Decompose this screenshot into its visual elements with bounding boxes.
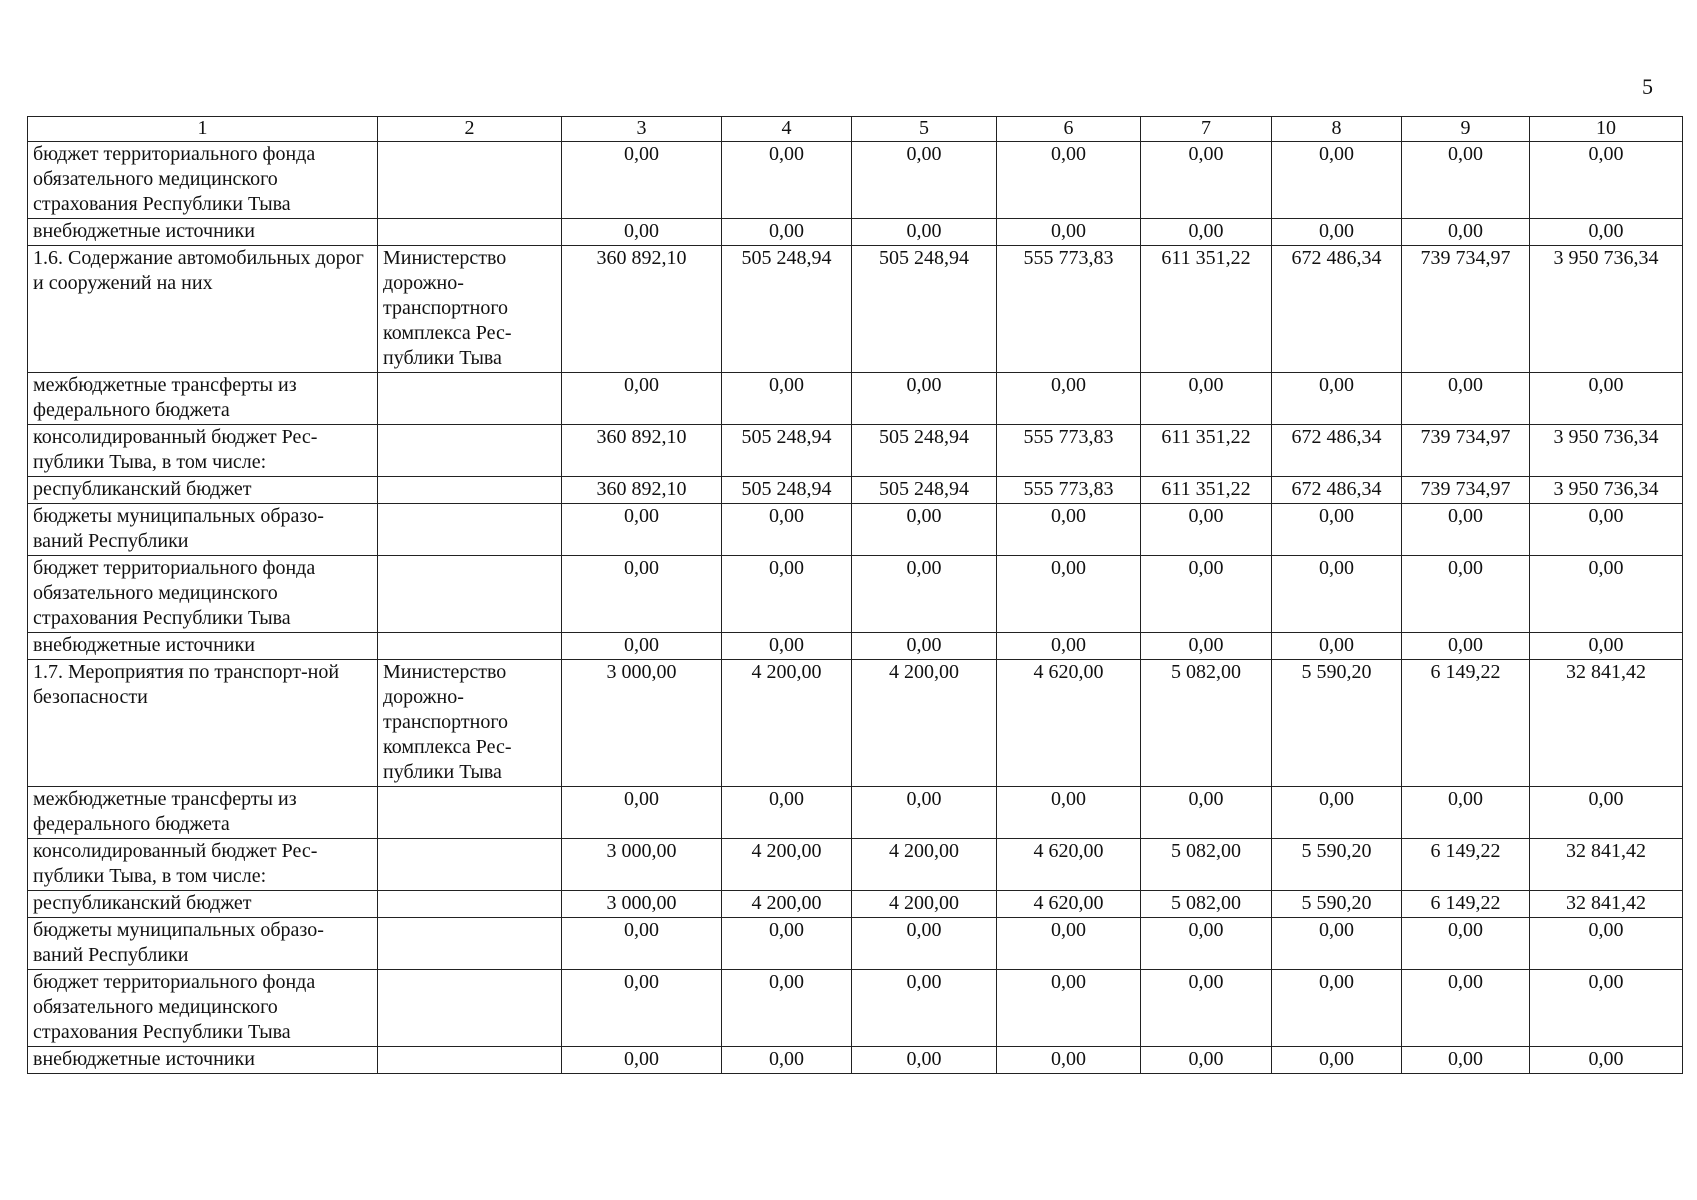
table-row [28, 556, 1683, 633]
value-cell-col-8: 5 590,20 [1272, 891, 1402, 918]
column-header-3: 3 [562, 117, 722, 142]
value-cell-col-8: 0,00 [1272, 787, 1402, 839]
value-cell-col-10: 3 950 736,34 [1530, 477, 1683, 504]
value-cell-col-8: 0,00 [1272, 918, 1402, 970]
value-cell-col-8: 5 590,20 [1272, 839, 1402, 891]
value-cell-col-6: 0,00 [997, 970, 1141, 1047]
value-cell-col-9: 0,00 [1402, 633, 1530, 660]
value-cell-col-5: 4 200,00 [852, 660, 997, 787]
value-cell-col-7: 0,00 [1141, 787, 1272, 839]
value-cell-col-8: 0,00 [1272, 219, 1402, 246]
responsible-executor [378, 477, 562, 504]
value-cell-col-10: 3 950 736,34 [1530, 425, 1683, 477]
value-cell-col-5: 505 248,94 [852, 246, 997, 373]
value-cell-col-7: 0,00 [1141, 970, 1272, 1047]
responsible-executor [378, 787, 562, 839]
responsible-executor [378, 633, 562, 660]
responsible-executor [378, 425, 562, 477]
responsible-executor [378, 839, 562, 891]
table-row [28, 246, 1683, 373]
column-header-10: 10 [1530, 117, 1683, 142]
responsible-executor [378, 918, 562, 970]
row-label: 1.6. Содержание автомобильных дорог и сооружений на них [28, 246, 378, 373]
value-cell-col-3: 360 892,10 [562, 246, 722, 373]
row-label: межбюджетные трансферты из федерального бюджета [28, 787, 378, 839]
table-row [28, 839, 1683, 891]
value-cell-col-10: 3 950 736,34 [1530, 246, 1683, 373]
value-cell-col-9: 0,00 [1402, 1047, 1530, 1074]
value-cell-col-3: 0,00 [562, 219, 722, 246]
row-label: внебюджетные источники [28, 219, 378, 246]
value-cell-col-4: 0,00 [722, 556, 852, 633]
value-cell-col-9: 0,00 [1402, 504, 1530, 556]
value-cell-col-6: 555 773,83 [997, 246, 1141, 373]
value-cell-col-4: 0,00 [722, 504, 852, 556]
value-cell-col-5: 505 248,94 [852, 477, 997, 504]
value-cell-col-9: 0,00 [1402, 970, 1530, 1047]
value-cell-col-6: 555 773,83 [997, 425, 1141, 477]
table-row [28, 142, 1683, 219]
value-cell-col-4: 0,00 [722, 373, 852, 425]
value-cell-col-10: 32 841,42 [1530, 660, 1683, 787]
value-cell-col-8: 672 486,34 [1272, 477, 1402, 504]
row-label: внебюджетные источники [28, 1047, 378, 1074]
row-label: бюджет территориального фонда обязательного медицинского страхования Республики Тыва [28, 142, 378, 219]
value-cell-col-5: 0,00 [852, 504, 997, 556]
value-cell-col-7: 5 082,00 [1141, 891, 1272, 918]
value-cell-col-9: 6 149,22 [1402, 891, 1530, 918]
value-cell-col-9: 0,00 [1402, 787, 1530, 839]
value-cell-col-10: 32 841,42 [1530, 891, 1683, 918]
value-cell-col-9: 739 734,97 [1402, 425, 1530, 477]
value-cell-col-9: 6 149,22 [1402, 660, 1530, 787]
value-cell-col-9: 739 734,97 [1402, 246, 1530, 373]
value-cell-col-3: 0,00 [562, 142, 722, 219]
table-row [28, 373, 1683, 425]
value-cell-col-5: 0,00 [852, 633, 997, 660]
value-cell-col-6: 4 620,00 [997, 891, 1141, 918]
value-cell-col-10: 0,00 [1530, 556, 1683, 633]
responsible-executor [378, 1047, 562, 1074]
value-cell-col-10: 0,00 [1530, 633, 1683, 660]
value-cell-col-4: 505 248,94 [722, 425, 852, 477]
value-cell-col-3: 0,00 [562, 373, 722, 425]
column-header-9: 9 [1402, 117, 1530, 142]
value-cell-col-3: 0,00 [562, 504, 722, 556]
value-cell-col-7: 0,00 [1141, 918, 1272, 970]
value-cell-col-5: 0,00 [852, 556, 997, 633]
value-cell-col-8: 0,00 [1272, 142, 1402, 219]
value-cell-col-9: 0,00 [1402, 556, 1530, 633]
column-header-6: 6 [997, 117, 1141, 142]
value-cell-col-6: 555 773,83 [997, 477, 1141, 504]
table-row [28, 425, 1683, 477]
value-cell-col-10: 0,00 [1530, 1047, 1683, 1074]
column-header-4: 4 [722, 117, 852, 142]
value-cell-col-3: 0,00 [562, 1047, 722, 1074]
table-row [28, 504, 1683, 556]
responsible-executor [378, 373, 562, 425]
value-cell-col-4: 0,00 [722, 142, 852, 219]
value-cell-col-10: 0,00 [1530, 142, 1683, 219]
value-cell-col-6: 0,00 [997, 918, 1141, 970]
value-cell-col-7: 0,00 [1141, 556, 1272, 633]
row-label: межбюджетные трансферты из федерального бюджета [28, 373, 378, 425]
value-cell-col-8: 672 486,34 [1272, 246, 1402, 373]
value-cell-col-7: 0,00 [1141, 373, 1272, 425]
value-cell-col-6: 0,00 [997, 219, 1141, 246]
responsible-executor: Министерство дорожно-транспортного комплекса Рес-публики Тыва [378, 660, 562, 787]
value-cell-col-10: 0,00 [1530, 373, 1683, 425]
budget-table [27, 116, 1683, 1074]
row-label: 1.7. Мероприятия по транспорт-ной безопасности [28, 660, 378, 787]
value-cell-col-8: 0,00 [1272, 1047, 1402, 1074]
value-cell-col-4: 0,00 [722, 219, 852, 246]
value-cell-col-4: 0,00 [722, 1047, 852, 1074]
table-row [28, 918, 1683, 970]
value-cell-col-8: 5 590,20 [1272, 660, 1402, 787]
value-cell-col-6: 4 620,00 [997, 660, 1141, 787]
value-cell-col-4: 0,00 [722, 787, 852, 839]
value-cell-col-4: 4 200,00 [722, 891, 852, 918]
value-cell-col-10: 0,00 [1530, 970, 1683, 1047]
responsible-executor [378, 891, 562, 918]
value-cell-col-4: 0,00 [722, 633, 852, 660]
row-label: консолидированный бюджет Рес-публики Тыва, в том числе: [28, 425, 378, 477]
value-cell-col-7: 5 082,00 [1141, 839, 1272, 891]
row-label: республиканский бюджет [28, 891, 378, 918]
column-number-row [28, 117, 1683, 142]
value-cell-col-5: 0,00 [852, 373, 997, 425]
value-cell-col-3: 0,00 [562, 787, 722, 839]
value-cell-col-9: 0,00 [1402, 219, 1530, 246]
value-cell-col-5: 0,00 [852, 918, 997, 970]
row-label: бюджеты муниципальных образо-ваний Республики [28, 504, 378, 556]
value-cell-col-6: 0,00 [997, 142, 1141, 219]
value-cell-col-4: 0,00 [722, 970, 852, 1047]
value-cell-col-3: 3 000,00 [562, 891, 722, 918]
column-header-8: 8 [1272, 117, 1402, 142]
value-cell-col-7: 611 351,22 [1141, 477, 1272, 504]
value-cell-col-6: 4 620,00 [997, 839, 1141, 891]
value-cell-col-7: 0,00 [1141, 633, 1272, 660]
value-cell-col-4: 4 200,00 [722, 839, 852, 891]
value-cell-col-4: 0,00 [722, 918, 852, 970]
value-cell-col-5: 4 200,00 [852, 839, 997, 891]
table-row [28, 891, 1683, 918]
responsible-executor [378, 219, 562, 246]
responsible-executor [378, 504, 562, 556]
responsible-executor: Министерство дорожно-транспортного комплекса Рес-публики Тыва [378, 246, 562, 373]
column-header-7: 7 [1141, 117, 1272, 142]
responsible-executor [378, 142, 562, 219]
value-cell-col-9: 0,00 [1402, 918, 1530, 970]
responsible-executor [378, 556, 562, 633]
value-cell-col-3: 0,00 [562, 918, 722, 970]
value-cell-col-5: 0,00 [852, 142, 997, 219]
value-cell-col-7: 0,00 [1141, 142, 1272, 219]
value-cell-col-10: 0,00 [1530, 918, 1683, 970]
value-cell-col-6: 0,00 [997, 787, 1141, 839]
table-row [28, 970, 1683, 1047]
value-cell-col-5: 505 248,94 [852, 425, 997, 477]
value-cell-col-9: 739 734,97 [1402, 477, 1530, 504]
value-cell-col-8: 0,00 [1272, 556, 1402, 633]
value-cell-col-10: 0,00 [1530, 219, 1683, 246]
value-cell-col-5: 0,00 [852, 970, 997, 1047]
value-cell-col-9: 6 149,22 [1402, 839, 1530, 891]
row-label: внебюджетные источники [28, 633, 378, 660]
value-cell-col-10: 0,00 [1530, 504, 1683, 556]
value-cell-col-6: 0,00 [997, 633, 1141, 660]
value-cell-col-5: 0,00 [852, 219, 997, 246]
value-cell-col-10: 32 841,42 [1530, 839, 1683, 891]
row-label: республиканский бюджет [28, 477, 378, 504]
row-label: бюджет территориального фонда обязательного медицинского страхования Республики Тыва [28, 970, 378, 1047]
value-cell-col-3: 3 000,00 [562, 839, 722, 891]
table-row [28, 660, 1683, 787]
table-row [28, 787, 1683, 839]
value-cell-col-7: 0,00 [1141, 219, 1272, 246]
value-cell-col-6: 0,00 [997, 504, 1141, 556]
page-number: 5 [1642, 74, 1653, 99]
table-row [28, 633, 1683, 660]
column-header-5: 5 [852, 117, 997, 142]
value-cell-col-7: 611 351,22 [1141, 246, 1272, 373]
value-cell-col-8: 0,00 [1272, 373, 1402, 425]
column-header-2: 2 [378, 117, 562, 142]
row-label: бюджет территориального фонда обязательного медицинского страхования Республики Тыва [28, 556, 378, 633]
table-row [28, 219, 1683, 246]
value-cell-col-3: 360 892,10 [562, 425, 722, 477]
value-cell-col-3: 0,00 [562, 633, 722, 660]
responsible-executor [378, 970, 562, 1047]
value-cell-col-8: 0,00 [1272, 633, 1402, 660]
value-cell-col-7: 611 351,22 [1141, 425, 1272, 477]
value-cell-col-3: 3 000,00 [562, 660, 722, 787]
value-cell-col-4: 505 248,94 [722, 477, 852, 504]
value-cell-col-7: 0,00 [1141, 1047, 1272, 1074]
value-cell-col-3: 360 892,10 [562, 477, 722, 504]
value-cell-col-5: 4 200,00 [852, 891, 997, 918]
table-row [28, 477, 1683, 504]
table-row [28, 1047, 1683, 1074]
value-cell-col-5: 0,00 [852, 1047, 997, 1074]
value-cell-col-9: 0,00 [1402, 142, 1530, 219]
value-cell-col-7: 5 082,00 [1141, 660, 1272, 787]
value-cell-col-8: 0,00 [1272, 970, 1402, 1047]
value-cell-col-10: 0,00 [1530, 787, 1683, 839]
value-cell-col-4: 4 200,00 [722, 660, 852, 787]
column-header-1: 1 [28, 117, 378, 142]
row-label: бюджеты муниципальных образо-ваний Республики [28, 918, 378, 970]
value-cell-col-8: 0,00 [1272, 504, 1402, 556]
value-cell-col-7: 0,00 [1141, 504, 1272, 556]
value-cell-col-3: 0,00 [562, 970, 722, 1047]
value-cell-col-4: 505 248,94 [722, 246, 852, 373]
value-cell-col-3: 0,00 [562, 556, 722, 633]
value-cell-col-6: 0,00 [997, 1047, 1141, 1074]
table-body [28, 142, 1683, 1074]
value-cell-col-8: 672 486,34 [1272, 425, 1402, 477]
value-cell-col-5: 0,00 [852, 787, 997, 839]
value-cell-col-6: 0,00 [997, 556, 1141, 633]
value-cell-col-9: 0,00 [1402, 373, 1530, 425]
value-cell-col-6: 0,00 [997, 373, 1141, 425]
row-label: консолидированный бюджет Рес-публики Тыва, в том числе: [28, 839, 378, 891]
